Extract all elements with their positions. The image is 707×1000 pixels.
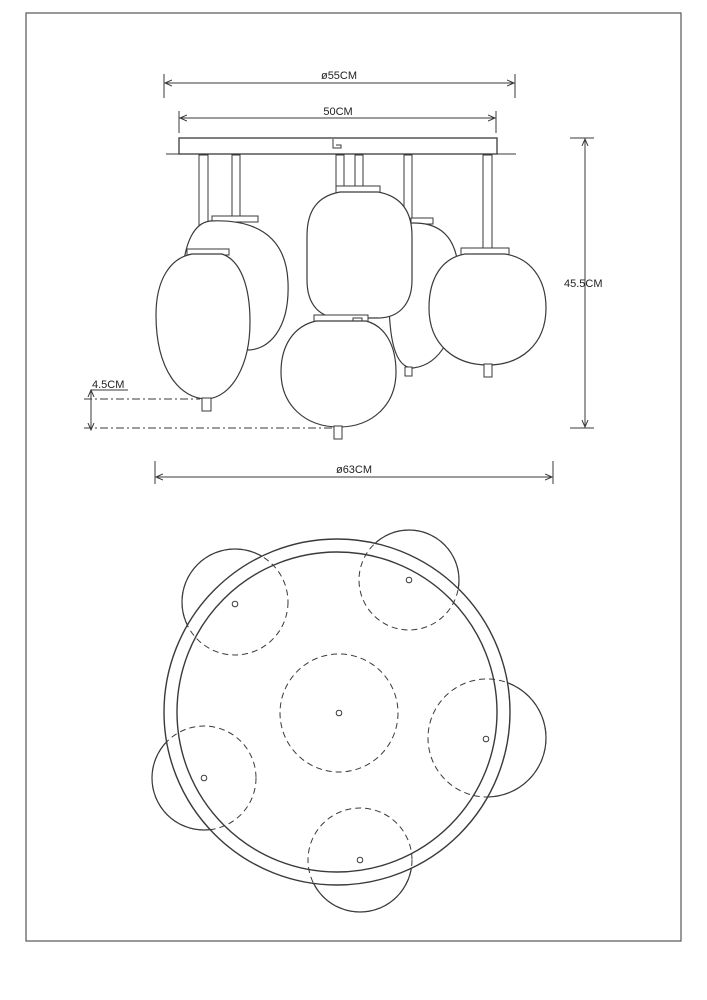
height-label: 45.5CM bbox=[564, 278, 603, 290]
height-dimension bbox=[564, 138, 603, 428]
center-top-shade bbox=[307, 186, 412, 318]
top-diameter-label: ø55CM bbox=[320, 70, 358, 82]
overall-diameter-dimension bbox=[155, 461, 553, 484]
top-view bbox=[152, 530, 546, 912]
side-view bbox=[84, 70, 603, 484]
overall-diameter-label: ø63CM bbox=[335, 464, 373, 476]
ceiling-plate bbox=[179, 138, 497, 154]
drop-label: 4.5CM bbox=[92, 379, 125, 391]
plate-width-label: 50CM bbox=[323, 106, 353, 118]
front-right-shade bbox=[429, 248, 546, 377]
plate-width-dimension bbox=[179, 106, 496, 133]
front-center-shade bbox=[281, 315, 396, 439]
front-left-shade bbox=[156, 249, 250, 411]
top-diameter-dimension bbox=[164, 70, 515, 98]
